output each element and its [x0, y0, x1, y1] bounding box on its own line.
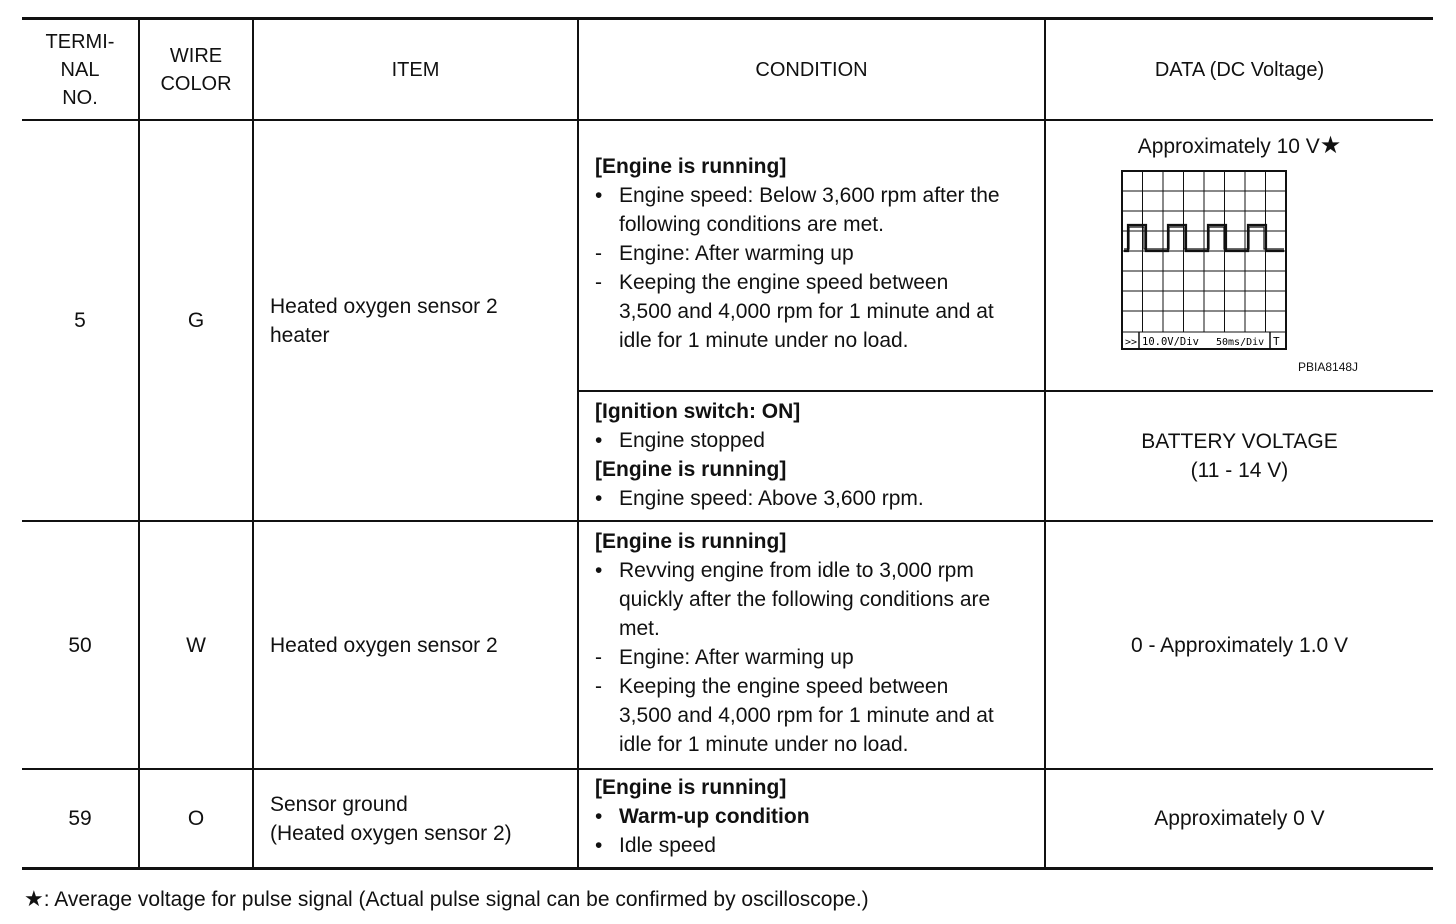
row2-wire-color: W — [186, 633, 206, 657]
figure-code: PBIA8148J — [1298, 360, 1359, 374]
row1-condition-a: [Engine is running] • Engine speed: Below 3,600 rpm after the following conditions are met. - Engine: After warming up - Keeping the engine speed between 3,500 and 4,000 rpm for 1 minute and at idle for 1 minute under no load. — [579, 152, 1044, 355]
table-bottom-rule — [22, 867, 1433, 870]
header-data: DATA (DC Voltage) — [1154, 58, 1325, 81]
row3-condition: [Engine is running] • Warm-up condition • Idle speed — [595, 776, 810, 857]
star-icon: ★ — [1319, 132, 1342, 159]
row3-data: Approximately 0 V — [1154, 807, 1325, 830]
scope-trigger-label: T — [1273, 335, 1280, 348]
row3-item: Sensor ground (Heated oxygen sensor 2) — [270, 792, 512, 845]
row1-data-b: BATTERY VOLTAGE (11 - 14 V) — [1141, 430, 1338, 482]
row2-item: Heated oxygen sensor 2 — [270, 633, 498, 657]
footnote-text: : Average voltage for pulse signal (Actual pulse signal can be confirmed by oscilloscope.) — [43, 888, 869, 911]
row2-data: 0 - Approximately 1.0 V — [1130, 633, 1349, 657]
row2-terminal: 50 — [68, 633, 92, 657]
row1-wire-color: G — [187, 309, 205, 332]
header-condition: CONDITION — [755, 58, 868, 81]
header-terminal: TERMI- NAL NO. — [45, 30, 115, 109]
header-wire-color: WIRE COLOR — [160, 44, 232, 95]
scope-time-div: 50ms/Div — [1216, 337, 1265, 348]
row1-item: Heated oxygen sensor 2 heater — [270, 294, 498, 347]
scope-volt-div: 10.0V/Div — [1142, 336, 1199, 348]
row3-terminal: 59 — [68, 807, 92, 830]
header-item: ITEM — [391, 58, 440, 81]
footnote — [24, 884, 1424, 915]
row3-wire-color: O — [187, 807, 205, 830]
row1-condition-b: [Ignition switch: ON] • Engine stopped [Engine is running] • Engine speed: Above 3,600 rpm. — [595, 400, 924, 510]
row1-terminal: 5 — [74, 309, 86, 332]
data-approx-label: Approximately 10 V — [1137, 135, 1320, 158]
oscilloscope-waveform — [1120, 169, 1290, 351]
row1-data-a — [1046, 131, 1433, 390]
row2-condition: [Engine is running] • Revving engine from idle to 3,000 rpm quickly after the following conditions are met. - Engine: After warming up - Keeping the engine speed between 3,500 and 4,000 rpm for 1 minute and at idle for 1 minute under no load. — [595, 530, 994, 756]
condition-title: [Engine is running] — [595, 155, 787, 178]
scope-arrow-label: >> — [1125, 337, 1138, 348]
star-icon: ★ — [24, 886, 44, 911]
